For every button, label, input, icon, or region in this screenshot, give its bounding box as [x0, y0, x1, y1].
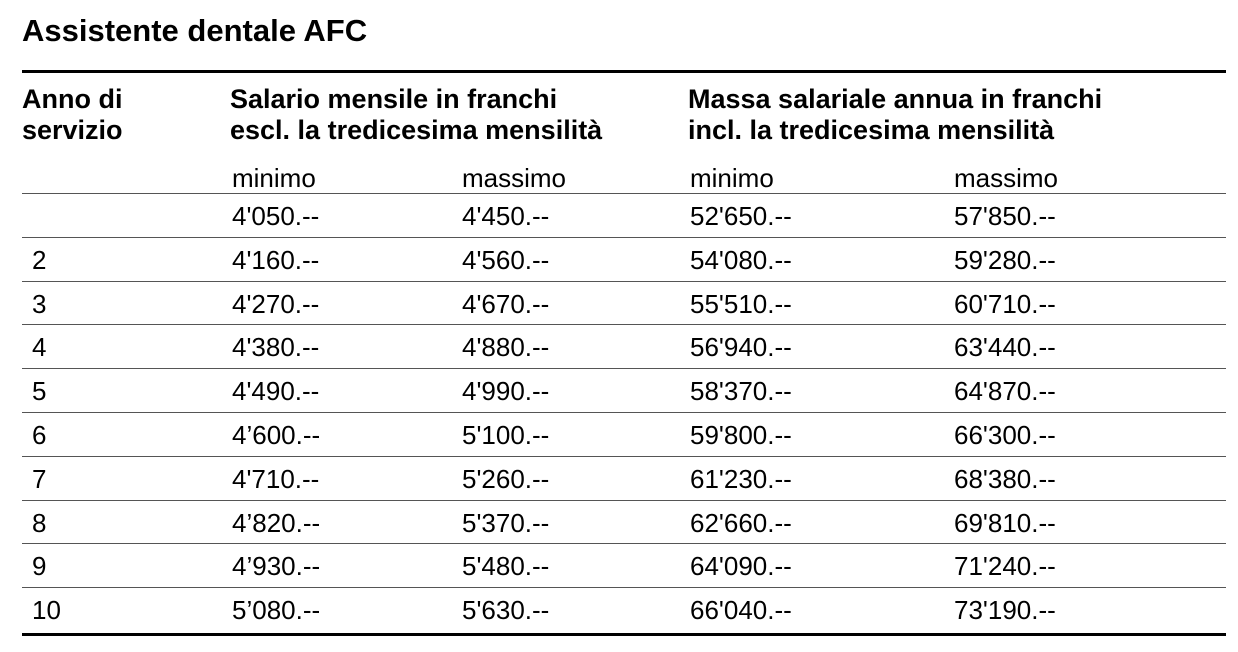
salario-massimo-cell: 5'100.--	[462, 420, 550, 450]
salario-minimo-cell: 4’600.--	[232, 420, 321, 450]
table-row	[22, 500, 1226, 544]
massa-minimo-cell: 59'800.--	[690, 420, 792, 450]
salario-massimo-cell: 4'880.--	[462, 332, 550, 363]
table-title: Assistente dentale AFC	[22, 13, 368, 48]
salario-minimo-cell: 5’080.--	[232, 595, 321, 626]
salario-massimo-cell: 5'370.--	[462, 507, 550, 538]
massa-massimo-cell: 71'240.--	[954, 551, 1056, 582]
salario-minimo-cell: 4'490.--	[232, 376, 320, 407]
salario-massimo-cell: 5'630.--	[462, 595, 550, 626]
table-row	[22, 543, 1226, 587]
anno-cell: 4	[32, 332, 47, 363]
header-anno-line2: servizio	[22, 115, 123, 145]
header-salario-line2: escl. la tredicesima mensilità	[230, 115, 603, 145]
anno-cell: 8	[32, 507, 47, 538]
salario-minimo-cell: 4'270.--	[232, 288, 320, 319]
table-row	[22, 368, 1226, 412]
massa-massimo-cell: 63'440.--	[954, 332, 1056, 363]
table-row	[22, 587, 1226, 631]
salario-minimo-cell: 4'050.--	[232, 201, 320, 231]
subheader-massa-minimo: minimo	[690, 163, 774, 193]
massa-massimo-cell: 66'300.--	[954, 420, 1056, 450]
header-massa-line1: Massa salariale annua in franchi	[688, 84, 1103, 114]
salario-minimo-cell: 4'160.--	[232, 244, 320, 275]
anno-cell: 2	[32, 244, 47, 275]
salario-minimo-cell: 4’930.--	[232, 551, 321, 582]
massa-massimo-cell: 64'870.--	[954, 376, 1056, 407]
anno-cell: 6	[32, 420, 47, 450]
massa-minimo-cell: 52'650.--	[690, 201, 792, 231]
massa-minimo-cell: 61'230.--	[690, 463, 792, 494]
massa-minimo-cell: 55'510.--	[690, 288, 792, 319]
massa-minimo-cell: 56'940.--	[690, 332, 792, 363]
massa-minimo-cell: 64'090.--	[690, 551, 792, 582]
header-anno-line1: Anno di	[22, 84, 123, 114]
subheader-salario-minimo: minimo	[232, 163, 316, 193]
massa-minimo-cell: 62'660.--	[690, 507, 792, 538]
massa-massimo-cell: 73'190.--	[954, 595, 1056, 626]
table-row	[22, 193, 1226, 237]
table-row	[22, 281, 1226, 325]
subheader-salario-massimo: massimo	[462, 163, 567, 193]
table-row	[22, 324, 1226, 368]
salario-massimo-cell: 5'480.--	[462, 551, 550, 582]
salario-minimo-cell: 4'710.--	[232, 463, 320, 494]
massa-minimo-cell: 66'040.--	[690, 595, 792, 626]
anno-cell: 5	[32, 376, 47, 407]
salario-massimo-cell: 4'990.--	[462, 376, 550, 407]
top-rule	[22, 70, 1226, 73]
header-massa-line2: incl. la tredicesima mensilità	[688, 115, 1055, 145]
massa-massimo-cell: 60'710.--	[954, 288, 1056, 319]
massa-massimo-cell: 68'380.--	[954, 463, 1056, 494]
subheader-massa-massimo: massimo	[954, 163, 1059, 193]
massa-minimo-cell: 58'370.--	[690, 376, 792, 407]
table-row	[22, 456, 1226, 500]
massa-massimo-cell: 57'850.--	[954, 201, 1056, 231]
massa-massimo-cell: 59'280.--	[954, 244, 1056, 275]
anno-cell: 10	[32, 595, 61, 626]
salario-massimo-cell: 4'560.--	[462, 244, 550, 275]
table-row	[22, 237, 1226, 281]
salario-massimo-cell: 4'670.--	[462, 288, 550, 319]
anno-cell: 7	[32, 463, 47, 494]
salario-massimo-cell: 4'450.--	[462, 201, 550, 231]
salario-minimo-cell: 4'380.--	[232, 332, 320, 363]
anno-cell: 3	[32, 288, 47, 319]
bottom-rule	[22, 633, 1226, 636]
header-salario-line1: Salario mensile in franchi	[230, 84, 558, 114]
anno-cell: 9	[32, 551, 47, 582]
salario-massimo-cell: 5'260.--	[462, 463, 550, 494]
salario-minimo-cell: 4’820.--	[232, 507, 321, 538]
table-row	[22, 412, 1226, 456]
massa-massimo-cell: 69'810.--	[954, 507, 1056, 538]
massa-minimo-cell: 54'080.--	[690, 244, 792, 275]
